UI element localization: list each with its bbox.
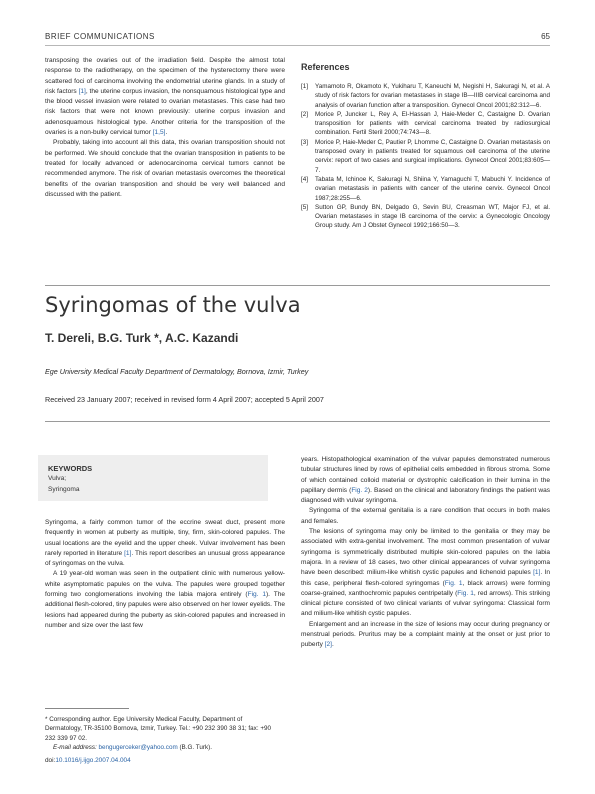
body-paragraph: [45, 518, 285, 569]
figure-link[interactable]: Fig. 1: [247, 591, 266, 599]
reference-item: [301, 175, 550, 203]
email-label: E-mail address:: [53, 743, 97, 751]
reference-item: [301, 82, 550, 110]
text-run: The lesions of syringoma may only be limited to the genitalia or they may be associated with extra-genital involvement. The most common presentation of vulvar syringoma is symmetrically distributed multiple skin-colored papules on the labia majora. In a review of 18 cases, two other clinical appearances of vulvar syringoma have been described: milium-like whitish cystic papules and lichenoid papules: [301, 528, 550, 577]
section-divider: [45, 421, 550, 422]
text-run: years. Histopathological examination of the vulvar papules demonstrated numerous tubular structures lined by rows of epithelial cells embedded in fibrous stroma. Some of which contained colloid material or dystrophic calcification in their lumina in the papillary dermis (: [301, 456, 550, 494]
reference-text: Yamamoto R, Okamoto K, Yukiharu T, Kaneuchi M, Negishi H, Sakuragi N, et al. A study of risk factors for ovarian metastases in stage IB—IIIB cervical carcinoma and analysis of ovarian function after a transposition. Gynecol Oncol 2001;82:312—6.: [315, 83, 550, 109]
citation-link[interactable]: [1]: [124, 549, 132, 557]
citation-link[interactable]: [1,5]: [152, 129, 166, 137]
footnote-email-line: [45, 743, 280, 752]
article-dates: Received 23 January 2007; received in revised form 4 April 2007; accepted 5 April 2007: [45, 395, 324, 404]
right-column-body: [301, 455, 550, 651]
reference-item: [301, 203, 550, 231]
email-suffix: (B.G. Turk).: [177, 743, 212, 751]
article-authors: T. Dereli, B.G. Turk *, A.C. Kazandi: [45, 331, 239, 345]
footnote-text: * Corresponding author. Ege University Medical Faculty, Department of Dermatology, TR-35100 Bornova, Izmir, Turkey. Tel.: +90 232 390 38 31; fax: +90 232 339 97 02.: [45, 716, 271, 742]
text-run: ). Based on the clinical and laboratory findings the patient was diagnosed with vulvar syringoma.: [301, 486, 551, 505]
doi-line: [45, 757, 131, 764]
text-run: Syringoma, a fairly common tumor of the eccrine sweat duct, present more frequently in women at puberty as multiple, tiny, firm, skin-colored papules. The usual locations are the eyelid and the upper cheek. Vulvar involvement has been rarely reported in literature: [45, 519, 285, 557]
footnote-rule: [45, 708, 129, 709]
footnote: [45, 715, 280, 752]
reference-number: [5]: [301, 203, 309, 211]
prev-article-paragraph-2: Probably, taking into account all this data, this ovarian transposition should not be performed. We should conclude that the ovarian transposition in patients to be treated for locally advanced or adenocarcinoma cervical tumors cannot be recommended anymore. The risk of ovarian metastasis overcomes the theoretical benefits of the ovarian transposition and should be very well balanced and discussed with the patient.: [45, 139, 285, 198]
keyword-item: Syringoma: [48, 486, 80, 493]
text-run: . In this case, peripheral flesh-colored syringomas (: [301, 569, 550, 587]
email-link[interactable]: bengugerceker@yahoo.com: [98, 743, 178, 751]
reference-item: [301, 138, 550, 175]
citation-link[interactable]: [1]: [78, 87, 86, 95]
reference-item: [301, 110, 550, 138]
body-paragraph: Syringoma of the external genitalia is a rare condition that occurs in both males and females.: [301, 507, 550, 525]
keywords-box: [38, 455, 268, 501]
citation-link[interactable]: [1]: [533, 569, 541, 577]
text-run: transposing the ovaries out of the irradiation field. Despite the almost total response to the radiotherapy, on the specimen of the hysterectomy there were scattered foci of carcinoma involving the endometrial uterine glands. In a study of risk factors: [45, 57, 285, 95]
text-run: , black arrows) were forming coarse-grained, xanthochromic papules centripetally (: [301, 579, 551, 597]
body-paragraph: [301, 620, 550, 651]
doi-link[interactable]: 10.1016/j.ijgo.2007.04.004: [55, 757, 131, 764]
reference-number: [3]: [301, 138, 309, 146]
text-run: .: [165, 129, 168, 137]
figure-link[interactable]: Fig. 2: [351, 486, 368, 494]
article-affiliation: Ege University Medical Faculty Department of Dermatology, Bornova, Izmir, Turkey: [45, 367, 309, 376]
text-run: . This report describes an unusual gross appearance of syringomas on the vulva.: [45, 549, 285, 568]
text-run: , the uterine corpus invasion, the nonsquamous histological type and the blood vessel invasion were related to ovarian metastases. This case had two risk factors that were not known previously: uterine corpus invasion and adenosquamous histological type. Another criteria for the transposition of the ovaries is a non-bulky cervical tumor: [45, 87, 286, 137]
keywords-heading: KEYWORDS: [48, 464, 93, 473]
citation-link[interactable]: [2]: [324, 641, 332, 649]
reference-list: [301, 82, 550, 231]
section-divider: [45, 285, 550, 286]
prev-article-text: [45, 56, 285, 200]
reference-number: [4]: [301, 175, 309, 183]
reference-text: Morice P, Juncker L, Rey A, El-Hassan J, Haie-Meder C, Castaigne D. Ovarian transposition for patients with cervical carcinoma treated by radiosurgical combination. Fertil Steril 2000;74:743—8.: [315, 110, 550, 137]
left-column-body: [45, 518, 285, 631]
body-paragraph: [301, 527, 550, 620]
figure-link[interactable]: Fig. 1: [457, 589, 474, 597]
reference-number: [1]: [301, 83, 309, 90]
article-title: Syringomas of the vulva: [45, 293, 301, 317]
references-heading: References: [301, 62, 350, 72]
text-run: A 19 year-old woman was seen in the outpatient clinic with numerous yellow-white asymptomatic papules on the vulva. The papules were grouped together forming two conglomerations involving the labia majora entirely (: [45, 570, 285, 599]
doi-label: doi:: [45, 757, 56, 764]
reference-text: Tabata M, Ichinoe K, Sakuragi N, Shiina Y, Yamaguchi T, Mabuchi Y. Incidence of ovarian metastasis in patients with cancer of the uterine cervix. Gynecol Oncol 1987;28:255—6.: [315, 175, 550, 202]
prev-article-paragraph-1: [45, 56, 285, 138]
header-rule: [45, 45, 550, 46]
text-run: ). The additional flesh-colored, tiny papules were also observed on her lower eyelids. The lesions had appeared during the puberty as skin-colored papules and increased in number and size over the last few: [45, 591, 286, 629]
body-paragraph: [45, 569, 285, 631]
reference-number: [2]: [301, 110, 309, 118]
running-head: BRIEF COMMUNICATIONS: [45, 32, 155, 41]
reference-text: Sutton GP, Bundy BN, Delgado G, Sevin BU, Creasman WT, Major FJ, et al. Ovarian metastases in stage IB carcinoma of the cervix: a Gynecologic Oncology Group study. Am J Obstet Gynecol 1992;166:50—3.: [315, 203, 550, 230]
keyword-item: Vulva;: [48, 475, 67, 482]
body-paragraph: [301, 455, 550, 506]
reference-text: Morice P, Haie-Meder C, Pautier P, Lhomme C, Castaigne D. Ovarian metastasis on transposed ovary in patients treated for squamous cell carcinoma of the uterine cervix: report of two cases and surgical implications. Gynecol Oncol 2001;83:605—7.: [315, 138, 550, 174]
figure-link[interactable]: Fig. 1: [444, 579, 463, 587]
page-number: 65: [541, 32, 550, 41]
text-run: , red arrows). This striking clinical picture consisted of two clinical variants of vulvar syringoma: Classical form and milium-like whitish cystic papules.: [301, 589, 551, 618]
text-run: .: [331, 641, 334, 649]
text-run: Enlargement and an increase in the size of lesions may occur during pregnancy or menstrual periods. Pruritus may be a complaint mainly at the onset or just prior to puberty: [301, 620, 550, 649]
